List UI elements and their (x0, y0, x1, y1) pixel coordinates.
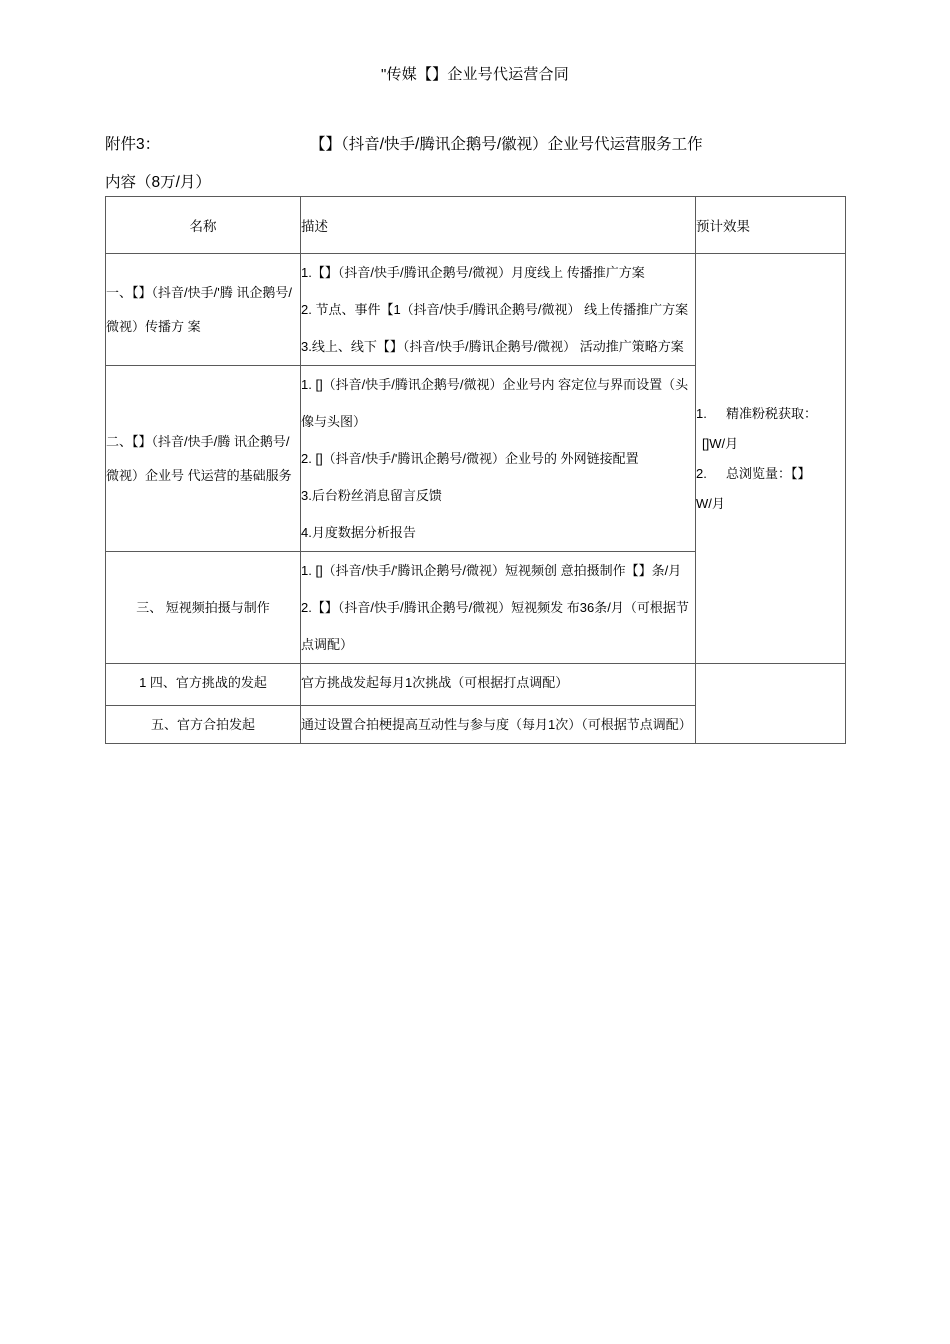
attachment-label: 附件3： (105, 136, 161, 153)
row-description-cell (301, 552, 696, 664)
row-name-cell: 1 四、官方挑战的发起 (106, 664, 301, 706)
description-line: 2. 节点、事件【1（抖音/快手/腾讯企鹅号/微视） 线上传播推广方案 (301, 302, 689, 317)
effect-item-label: 总浏览量：【】 (726, 465, 811, 481)
row-effect-cell (696, 254, 846, 664)
row-name-cell: 二、【】（抖音/快手/腾 讯企鹅号/微视）企业号 代运营的基础服务 (106, 366, 301, 552)
effect-item (696, 399, 845, 429)
description-line: 4.月度数据分析报告 (301, 525, 416, 540)
description-line: 3.后台粉丝消息留言反馈 (301, 488, 442, 503)
table-header-description: 描述 (301, 197, 696, 254)
effect-item (696, 459, 845, 489)
service-content-table (105, 196, 846, 744)
description-line: 官方挑战发起每月1次挑战（可根据打点调配） (301, 675, 569, 690)
description-line: 通过设置合拍梗提高互动性与参与度（每月1次）（可根据节点调配） (301, 717, 692, 732)
attachment-title: 【】（抖音/快手/腾讯企鹅号/徽视）企业号代运营服务工作 (310, 136, 703, 153)
description-line: 3.线上、线下【】（抖音/快手/腾讯企鹅号/微视） 活动推广策略方案 (301, 339, 684, 354)
row-description-cell (301, 254, 696, 366)
document-title: "传媒【】企业号代运营合同 (381, 66, 569, 83)
row-effect-cell-empty (696, 664, 846, 744)
description-line: 2. []（抖音/快手/'腾讯企鹅号/微视）企业号的 外网链接配置 (301, 451, 639, 466)
description-line: 1. []（抖音/快手/腾讯企鹅号/微视）企业号内 容定位与界而设置（头像与头图） (301, 377, 689, 429)
effect-item-value: W/月 (696, 495, 725, 511)
row-name-cell: 一、【】（抖音/快手/'腾 讯企鹅号/微视）传播方 案 (106, 254, 301, 366)
table-header-row (106, 197, 846, 254)
row-description-cell (301, 664, 696, 706)
effect-item-label: 精准粉税获取： (726, 405, 818, 421)
row-description-cell (301, 706, 696, 744)
table-header-effect: 预计效果 (696, 197, 846, 254)
row-name-cell: 三、 短视频拍摄与制作 (106, 552, 301, 664)
table-row (106, 664, 846, 706)
effect-item-number: 2. (696, 465, 707, 481)
row-name-cell: 五、官方合拍发起 (106, 706, 301, 744)
description-line: 2.【】（抖音/快手/腾讯企鹅号/微视）短视频发 布36条/月（可根据节点调配） (301, 600, 689, 652)
attachment-heading (105, 133, 850, 157)
description-line: 1.【】（抖音/快手/腾讯企鹅号/微视）月度线上 传播推广方案 (301, 265, 645, 280)
effect-item-number: 1. (696, 405, 707, 421)
description-line: 1. []（抖音/快手/'腾讯企鹅号/微视）短视频创 意拍摄制作【】条/月 (301, 563, 682, 578)
table-row (106, 254, 846, 366)
effect-item-value: []W/月 (702, 435, 739, 451)
attachment-title-line2: 内容（8万/月） (105, 174, 211, 191)
table-header-name: 名称 (106, 197, 301, 254)
row-description-cell (301, 366, 696, 552)
